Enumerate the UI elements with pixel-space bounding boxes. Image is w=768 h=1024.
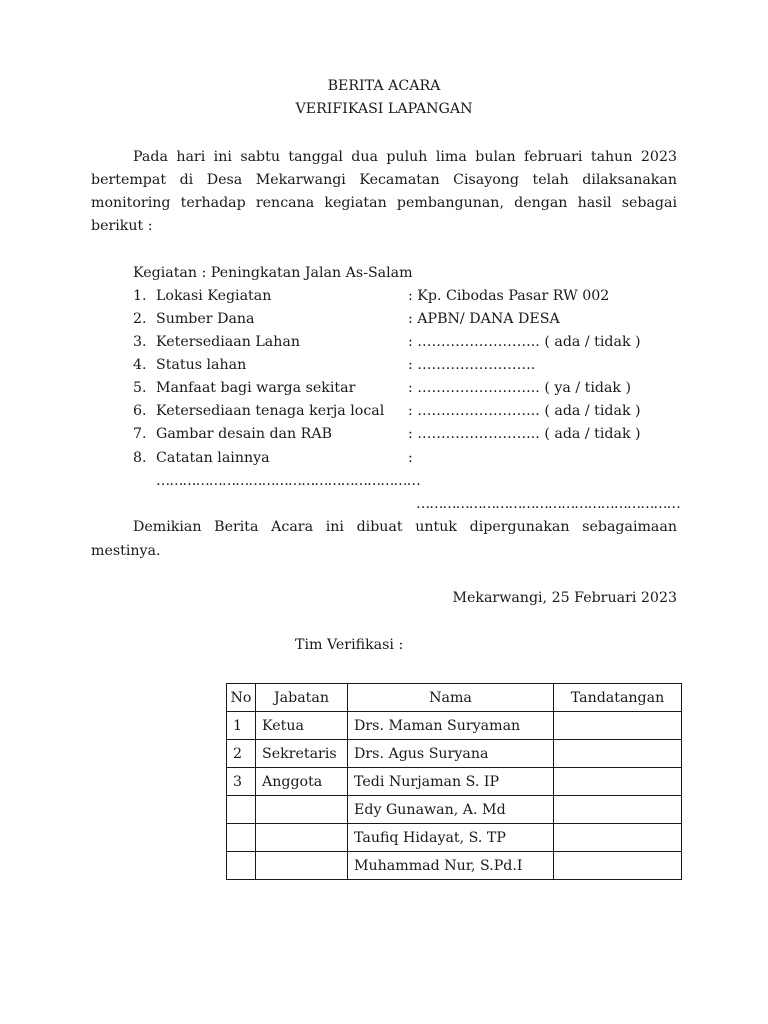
item-label: Manfaat bagi warga sekitar — [156, 380, 356, 396]
kegiatan-line: Kegiatan : Peningkatan Jalan As-Salam — [133, 265, 413, 281]
item-label: Catatan lainnya — [156, 450, 270, 466]
cell-signature — [554, 768, 682, 796]
table-row — [227, 768, 682, 796]
item-value: : Kp. Cibodas Pasar RW 002 — [408, 288, 610, 304]
cell-signature — [554, 712, 682, 740]
item-number: 3. — [133, 334, 147, 350]
item-value: : …………………….. ( ya / tidak ) — [408, 380, 632, 396]
item-label: Status lahan — [156, 357, 247, 373]
item-value: : ……………………. — [408, 357, 536, 373]
cell-no: 1 — [227, 712, 256, 740]
cell-jabatan — [256, 852, 348, 880]
item-label: Lokasi Kegiatan — [156, 288, 272, 304]
team-label: Tim Verifikasi : — [295, 637, 404, 653]
header-nama: Nama — [348, 684, 554, 712]
item-value: : …………………….. ( ada / tidak ) — [408, 334, 641, 350]
cell-signature — [554, 852, 682, 880]
item-number: 5. — [133, 380, 147, 396]
closing-line: mestinya. — [91, 543, 161, 559]
table-row — [227, 852, 682, 880]
cell-jabatan — [256, 796, 348, 824]
cell-nama: Tedi Nurjaman S. IP — [348, 768, 554, 796]
catatan-dots: …………………………………………………… — [156, 473, 420, 489]
item-number: 8. — [133, 450, 147, 466]
cell-no — [227, 796, 256, 824]
cell-nama: Drs. Agus Suryana — [348, 740, 554, 768]
closing-line: Demikian Berita Acara ini dibuat untuk dipergunakan sebagaimaan — [133, 519, 677, 535]
verification-table — [226, 683, 682, 880]
cell-no: 3 — [227, 768, 256, 796]
cell-nama: Edy Gunawan, A. Md — [348, 796, 554, 824]
item-value: : …………………….. ( ada / tidak ) — [408, 403, 641, 419]
item-number: 1. — [133, 288, 147, 304]
document-subtitle: VERIFIKASI LAPANGAN — [295, 101, 473, 117]
cell-nama: Muhammad Nur, S.Pd.I — [348, 852, 554, 880]
cell-nama: Taufiq Hidayat, S. TP — [348, 824, 554, 852]
item-value: : …………………….. ( ada / tidak ) — [408, 426, 641, 442]
catatan-dots: …………………………………………………… — [416, 496, 680, 512]
table-row — [227, 740, 682, 768]
header-tandatangan: Tandatangan — [554, 684, 682, 712]
cell-jabatan: Sekretaris — [256, 740, 348, 768]
cell-signature — [554, 796, 682, 824]
header-no: No — [227, 684, 256, 712]
intro-line: Pada hari ini sabtu tanggal dua puluh lima bulan februari tahun 2023 — [133, 149, 677, 165]
table-row — [227, 712, 682, 740]
cell-signature — [554, 824, 682, 852]
intro-line: monitoring terhadap rencana kegiatan pembangunan, dengan hasil sebagai — [91, 195, 677, 211]
table-row — [227, 824, 682, 852]
table-header-row — [227, 684, 682, 712]
item-label: Ketersediaan Lahan — [156, 334, 300, 350]
item-label: Ketersediaan tenaga kerja local — [156, 403, 385, 419]
document-title: BERITA ACARA — [327, 78, 441, 94]
intro-line: bertempat di Desa Mekarwangi Kecamatan Cisayong telah dilaksanakan — [91, 172, 677, 188]
cell-nama: Drs. Maman Suryaman — [348, 712, 554, 740]
cell-no — [227, 824, 256, 852]
item-number: 7. — [133, 426, 147, 442]
item-label: Sumber Dana — [156, 311, 255, 327]
item-number: 4. — [133, 357, 147, 373]
item-label: Gambar desain dan RAB — [156, 426, 333, 442]
cell-no: 2 — [227, 740, 256, 768]
header-jabatan: Jabatan — [256, 684, 348, 712]
intro-line: berikut : — [91, 218, 153, 234]
item-value: : APBN/ DANA DESA — [408, 311, 560, 327]
cell-jabatan: Ketua — [256, 712, 348, 740]
item-value: : — [408, 450, 413, 466]
place-date: Mekarwangi, 25 Februari 2023 — [452, 590, 677, 606]
cell-jabatan — [256, 824, 348, 852]
item-number: 2. — [133, 311, 147, 327]
table-row — [227, 796, 682, 824]
cell-no — [227, 852, 256, 880]
item-number: 6. — [133, 403, 147, 419]
cell-signature — [554, 740, 682, 768]
cell-jabatan: Anggota — [256, 768, 348, 796]
